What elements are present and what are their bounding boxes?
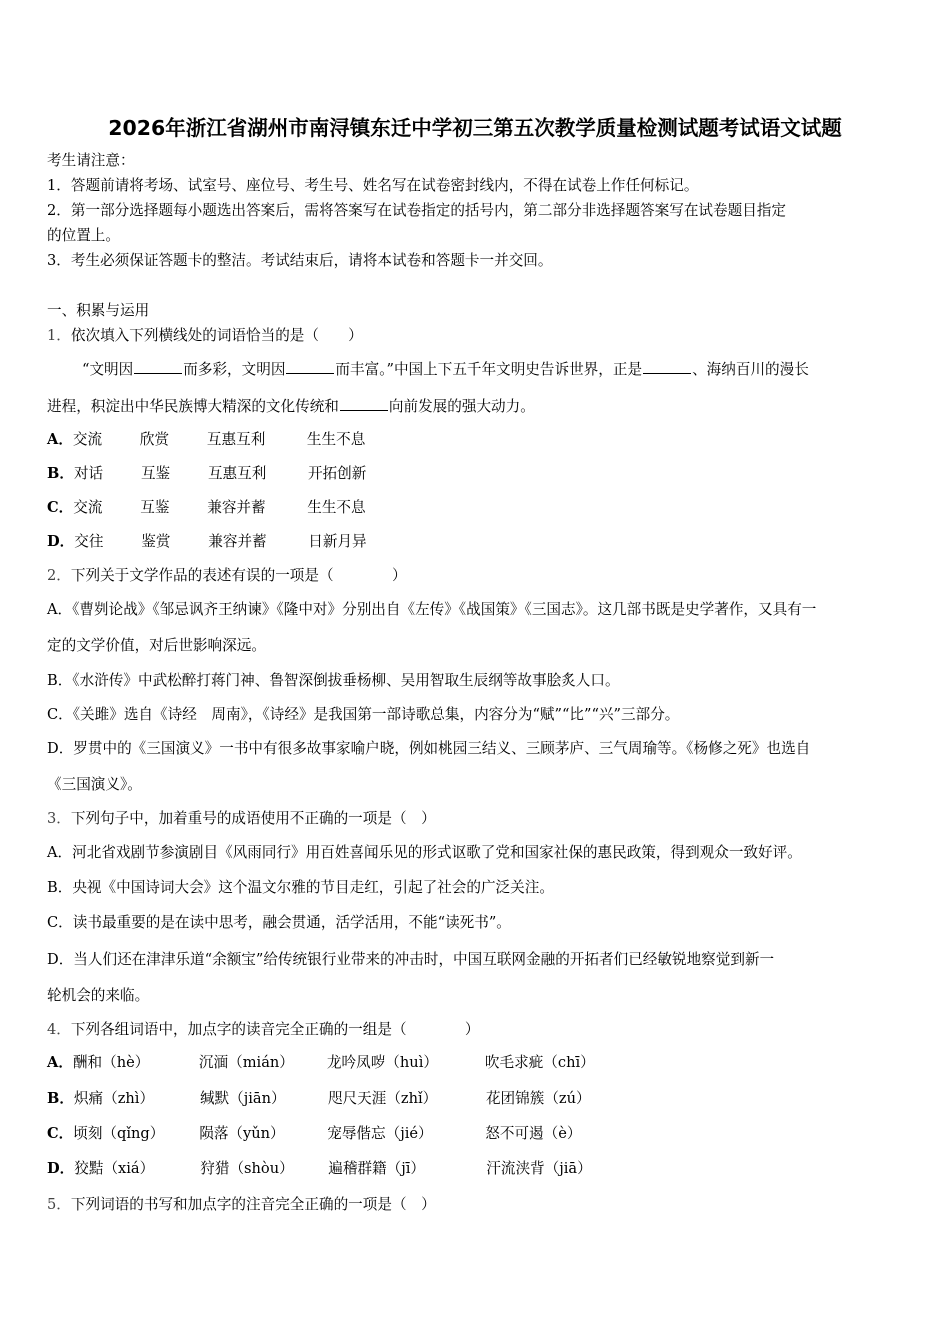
option-word: 交往	[74, 533, 104, 550]
option-a	[47, 430, 365, 450]
option-letter: D．	[47, 533, 75, 550]
question-3-option-c: C．读书最重要的是在读中思考，融会贯通，活学活用，不能“读死书”。	[47, 914, 511, 931]
question-text: 下列各组词语中，加点字的读音完全正确的一组是（ ）	[70, 1021, 480, 1038]
option-word: 遍稽群籍（jī）	[328, 1160, 426, 1177]
option-letter: B．	[47, 1090, 74, 1107]
question-number: 1．	[47, 327, 71, 344]
option-word: 狩猎（shòu）	[200, 1160, 294, 1177]
option-word: 花团锦簇（zú）	[485, 1090, 591, 1107]
passage-text: 、海纳百川的漫长	[692, 361, 809, 378]
answer-blank	[286, 359, 334, 374]
notice-item-2b: 的位置上。	[47, 227, 120, 244]
question-1-passage-line-2	[47, 396, 535, 417]
question-4-option-a	[47, 1053, 595, 1073]
question-text: 下列词语的书写和加点字的注音完全正确的一项是（ ）	[70, 1196, 436, 1213]
question-5-stem	[47, 1195, 436, 1215]
answer-blank	[643, 359, 691, 374]
notice-item-1: 1．答题前请将考场、试室号、座位号、考生号、姓名写在试卷密封线内，不得在试卷上作任何标记。	[47, 177, 699, 194]
question-3-option-b: B．央视《中国诗词大会》这个温文尔雅的节目走红，引起了社会的广泛关注。	[47, 879, 554, 896]
notice-heading: 考生请注意：	[47, 152, 135, 169]
option-c	[47, 498, 366, 518]
option-letter: C．	[47, 1125, 74, 1142]
question-2-option-b: B．《水浒传》中武松醉打蒋门神、鲁智深倒拔垂杨柳、吴用智取生辰纲等故事脍炙人口。	[47, 672, 620, 689]
question-3-option-a: A．河北省戏剧节参演剧目《风雨同行》用百姓喜闻乐见的形式讴歌了党和国家社保的惠民政策，得到观众一致好评。	[47, 844, 802, 861]
section-heading: 一、积累与运用	[47, 302, 150, 319]
option-d	[47, 532, 367, 552]
question-2-option-a-line-2: 定的文学价值，对后世影响深远。	[47, 637, 266, 654]
option-word: 吹毛求疵（chī）	[484, 1054, 595, 1071]
question-number: 5．	[47, 1196, 71, 1213]
option-word: 生生不息	[307, 499, 366, 516]
question-3-option-d-line-1: D．当人们还在津津乐道“余额宝”给传统银行业带来的冲击时，中国互联网金融的开拓者们已经敏锐地察觉到新一	[47, 951, 775, 968]
notice-item-3: 3．考生必须保证答题卡的整洁。考试结束后，请将本试卷和答题卡一并交回。	[47, 252, 553, 269]
option-word: 生生不息	[306, 431, 366, 448]
option-word: 互鉴	[140, 465, 171, 482]
question-number: 4．	[47, 1021, 71, 1038]
option-word: 兼容并蓄	[208, 533, 267, 550]
question-1-stem	[47, 326, 363, 346]
option-word: 鉴赏	[141, 533, 171, 550]
option-word: 狡黠（xiá）	[74, 1160, 155, 1177]
option-word: 欣赏	[139, 431, 170, 448]
page-title: 2026年浙江省湖州市南浔镇东迁中学初三第五次教学质量检测试题考试语文试题	[108, 116, 842, 140]
answer-blank	[134, 359, 182, 374]
option-word: 兼容并蓄	[207, 499, 266, 516]
question-3-option-d-line-2: 轮机会的来临。	[47, 987, 150, 1004]
option-word: 怒不可遏（è）	[485, 1125, 582, 1142]
passage-text: 而多彩，文明因	[183, 361, 286, 378]
option-word: 宠辱偕忘（jié）	[327, 1125, 433, 1142]
question-3-stem	[47, 809, 436, 829]
option-word: 开拓创新	[307, 465, 367, 482]
answer-blank	[340, 396, 388, 411]
question-text: 下列关于文学作品的表述有误的一项是（ ）	[70, 567, 407, 584]
option-word: 汗流浃背（jiā）	[486, 1160, 592, 1177]
option-word: 互惠互利	[207, 465, 267, 482]
option-letter: B．	[47, 465, 74, 482]
option-word: 炽痛（zhì）	[73, 1090, 155, 1107]
option-word: 日新月异	[308, 533, 367, 550]
question-number: 2．	[47, 567, 71, 584]
question-2-stem	[47, 566, 407, 586]
option-word: 交流	[73, 499, 103, 516]
option-word: 咫尺天涯（zhǐ）	[327, 1090, 438, 1107]
option-word: 对话	[73, 465, 104, 482]
question-4-option-b	[47, 1089, 591, 1109]
question-2-option-d-line-1: D．罗贯中的《三国演义》一书中有很多故事家喻户晓，例如桃园三结义、三顾茅庐、三气周瑜等。《杨修之死》也选自	[47, 740, 811, 757]
option-letter: C．	[47, 499, 74, 516]
option-letter: D．	[47, 1160, 75, 1177]
question-4-stem	[47, 1020, 480, 1040]
option-word: 互惠互利	[206, 431, 266, 448]
question-4-option-d	[47, 1159, 592, 1179]
option-word: 缄默（jiān）	[199, 1090, 286, 1107]
option-word: 互鉴	[140, 499, 170, 516]
question-text: 下列句子中，加着重号的成语使用不正确的一项是（ ）	[70, 810, 436, 827]
question-text: 依次填入下列横线处的词语恰当的是（ ）	[70, 327, 363, 344]
question-number: 3．	[47, 810, 71, 827]
option-word: 交流	[72, 431, 103, 448]
option-word: 沉湎（mián）	[198, 1054, 294, 1071]
option-word: 陨落（yǔn）	[199, 1125, 285, 1142]
passage-text: 进程，积淀出中华民族博大精深的文化传统和	[47, 398, 339, 415]
question-2-option-d-line-2: 《三国演义》。	[47, 776, 142, 793]
passage-text: 向前发展的强大动力。	[388, 398, 535, 415]
option-word: 顷刻（qǐng）	[73, 1125, 165, 1142]
question-1-passage-line-1	[82, 359, 809, 380]
option-b	[47, 464, 366, 484]
passage-text: 而丰富。”中国上下五千年文明史告诉世界，正是	[335, 361, 643, 378]
option-letter: A．	[47, 431, 73, 448]
option-letter: A．	[47, 1054, 73, 1071]
notice-item-2a: 2．第一部分选择题每小题选出答案后，需将答案写在试卷指定的括号内，第二部分非选择题答案写在试卷题目指定	[47, 202, 786, 219]
question-4-option-c	[47, 1124, 581, 1144]
option-word: 龙吟凤哕（huì）	[326, 1054, 438, 1071]
question-2-option-c: C．《关雎》选自《诗经 周南》，《诗经》是我国第一部诗歌总集，内容分为“赋”“比”“兴”三部分。	[47, 706, 680, 723]
option-word: 酬和（hè）	[72, 1054, 150, 1071]
passage-text: “文明因	[82, 361, 134, 378]
question-2-option-a-line-1: A．《曹刿论战》《邹忌讽齐王纳谏》《隆中对》分别出自《左传》《战国策》《三国志》。这几部书既是史学著作，又具有一	[47, 601, 817, 618]
